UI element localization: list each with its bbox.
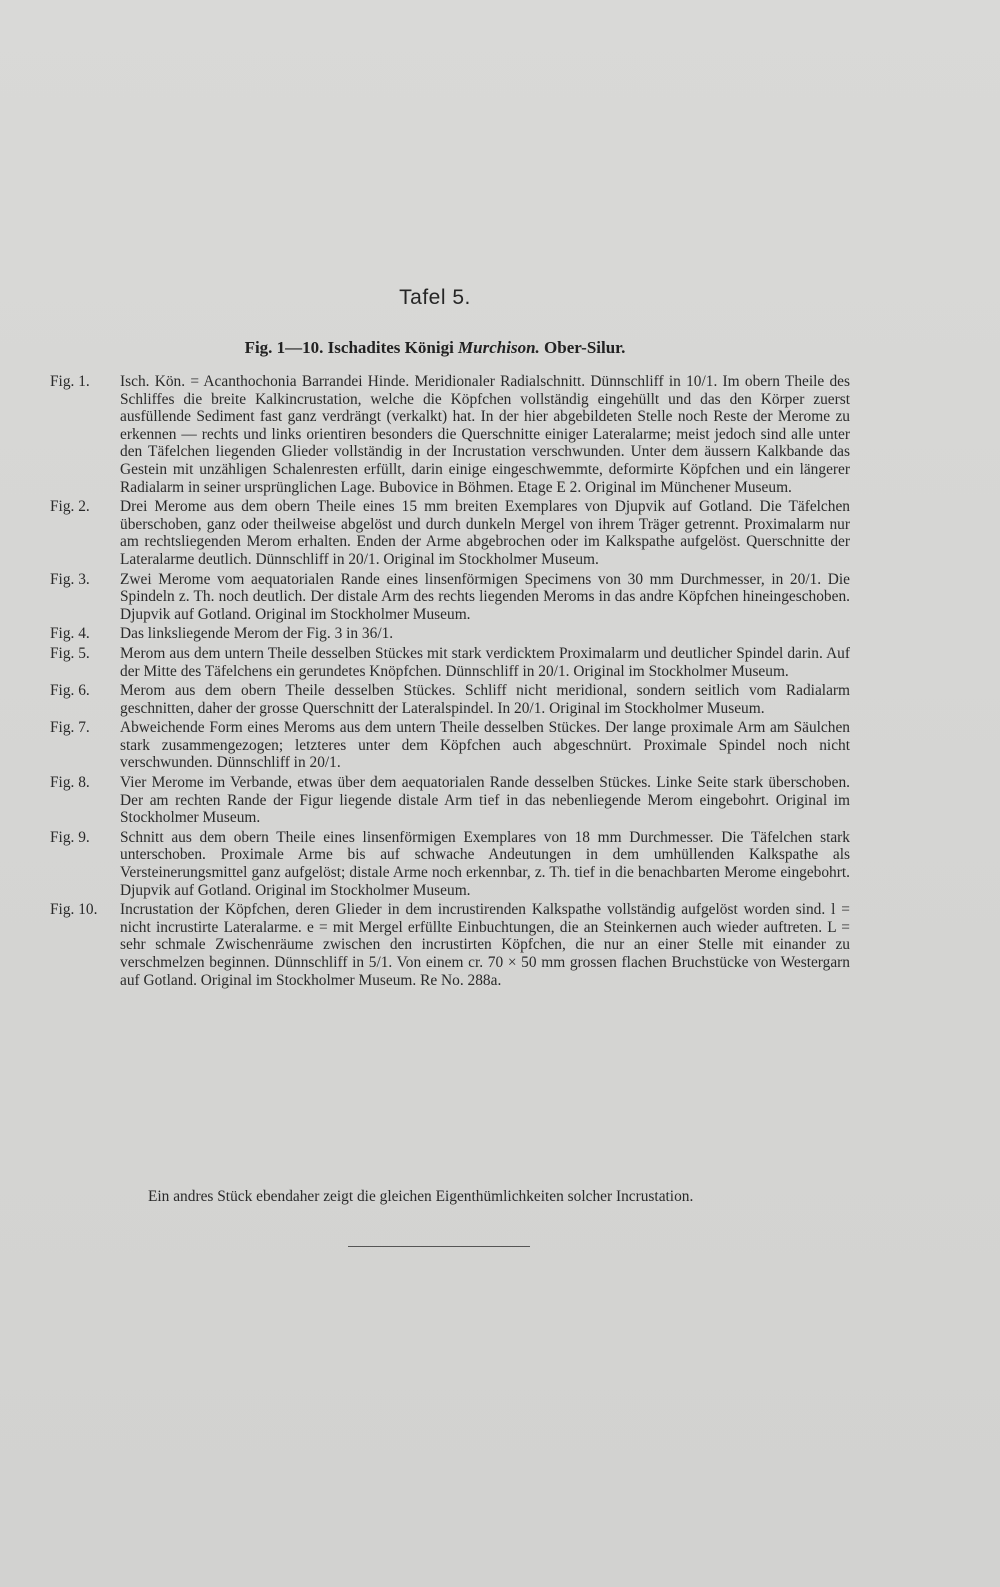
figure-label: Fig. 4.	[50, 625, 90, 643]
figure-label: Fig. 2.	[50, 498, 90, 516]
figure-text: Vier Merome im Verbande, etwas über dem aequatorialen Rande desselben Stückes. Linke Seite stark überschoben. Der am rechten Rande der Figur liegende distale Arm tief in das nebenliegende Merom eingebohrt. Original im Stockholmer Museum.	[120, 774, 850, 827]
figure-captions	[50, 373, 850, 991]
heading-suffix: Ober-Silur.	[544, 338, 626, 357]
heading-prefix: Fig. 1—10. Ischadites Königi	[244, 338, 454, 357]
figure-text: Incrustation der Köpfchen, deren Glieder in dem incrustirenden Kalkspathe vollständig aufgelöst worden sind. l = nicht incrustirte Lateralarme. e = mit Mergel erfüllte Einbuchtungen, die an Steinkernen auch wieder auftreten. L = sehr schmale Zwischenräume zwischen den incrustirten Köpfchen, die nur an einer Stelle mit einander zu verschmelzen beginnen. Dünnschliff in 5/1. Von einem cr. 70 × 50 mm grossen flachen Bruchstücke von Westergarn auf Gotland. Original im Stockholmer Museum. Re No. 288a.	[120, 901, 850, 989]
figure-label: Fig. 7.	[50, 719, 90, 737]
figure-caption	[50, 774, 850, 827]
figure-text: Merom aus dem untern Theile desselben Stückes mit stark verdicktem Proximalarm und deutlicher Spindel darin. Auf der Mitte des Täfelchens ein gerundetes Knöpfchen. Dünnschliff in 20/1. Original im Stockholmer Museum.	[120, 644, 850, 680]
figure-label: Fig. 5.	[50, 644, 90, 662]
figure-label: Fig. 1.	[50, 373, 90, 390]
figure-text: Das linksliegende Merom der Fig. 3 in 36/1.	[120, 625, 394, 643]
figure-label: Fig. 9.	[50, 828, 90, 846]
plate-title: Tafel 5.	[399, 286, 471, 309]
figure-text: Schnitt aus dem obern Theile eines linsenförmigen Exemplares von 18 mm Durchmesser. Die Täfelchen stark unterschoben. Proximale Arme bis auf schwache Andeutungen in dem umhüllenden Kalkspathe als Versteinerungsmittel ganz aufgelöst; distale Arme noch erkennbar, z. Th. tief in die benachbarten Merome eingebohrt. Djupvik auf Gotland. Original im Stockholmer Museum.	[120, 828, 850, 899]
figure-caption	[50, 373, 850, 496]
figure-label: Fig. 3.	[50, 570, 90, 588]
figure-text: Abweichende Form eines Meroms aus dem untern Theile desselben Stückes. Der lange proximale Arm am Säulchen stark zusammengezogen; letzteres unter dem Köpfchen auch abgeschnürt. Proximale Spindel noch nicht verschwunden. Dünnschliff in 20/1.	[120, 719, 850, 772]
heading-author: Murchison.	[458, 338, 540, 357]
figure-caption	[50, 719, 850, 772]
figure-caption	[50, 625, 850, 643]
section-divider	[348, 1246, 530, 1247]
figure-caption	[50, 901, 850, 989]
figure-caption	[50, 498, 850, 568]
figure-caption	[50, 571, 850, 624]
figure-text: Drei Merome aus dem obern Theile eines 15 mm breiten Exemplares von Djupvik auf Gotland. Die Täfelchen überschoben, ganz oder theilweise abgelöst und durch dunkeln Mergel von ihrem Träger getrennt. Proximalarm nur am rechtsliegenden Merom erhalten. Enden der Arme abgebrochen oder im Kalkspathe aufgelöst. Querschnitte der Lateralarme deutlich. Dünnschliff in 20/1. Original im Stockholmer Museum.	[120, 498, 850, 568]
figure-caption	[50, 829, 850, 899]
plate-heading	[0, 338, 870, 358]
figure-text: Merom aus dem obern Theile desselben Stückes. Schliff nicht meridional, sondern seitlich vom Radialarm geschnitten, daher der grosse Querschnitt der Lateralspindel. In 20/1. Original im Stockholmer Museum.	[120, 682, 850, 717]
figure-caption	[50, 682, 850, 717]
figure-label: Fig. 10.	[50, 901, 98, 919]
figure-label: Fig. 6.	[50, 682, 90, 700]
closing-note: Ein andres Stück ebendaher zeigt die gleichen Eigenthümlichkeiten solcher Incrustation.	[148, 1188, 694, 1205]
figure-caption	[50, 645, 850, 680]
figure-text: Isch. Kön. = Acanthochonia Barrandei Hinde. Meridionaler Radialschnitt. Dünnschliff in 10/1. Im obern Theile des Schliffes die breite Kalkincrustation, welche die Köpfchen vollständig eingehüllt und das den Körper zuerst ausfüllende Sediment fast ganz verdrängt (verkalkt) hat. In der hier abgebildeten Stelle noch Reste der Merome zu erkennen — rechts und links orientiren besonders die Querschnitte einiger Lateralarme; meist jedoch sind alle unter den Täfelchen liegenden Glieder vollständig in der Incrustation verschwunden. Unter dem äussern Kalkbande das Gestein mit unzähligen Schalenresten erfüllt, darin einige eingeschwemmte, deformirte Köpfchen und ein längerer Radialarm in seiner ursprünglichen Lage. Bubovice in Böhmen. Etage E 2. Original im Münchener Museum.	[120, 373, 850, 496]
figure-label: Fig. 8.	[50, 774, 90, 792]
figure-text: Zwei Merome vom aequatorialen Rande eines linsenförmigen Specimens von 30 mm Durchmesser, in 20/1. Die Spindeln z. Th. noch deutlich. Der distale Arm des rechts liegenden Meroms in das andre Köpfchen hineingeschoben. Djupvik auf Gotland. Original im Stockholmer Museum.	[120, 570, 850, 623]
